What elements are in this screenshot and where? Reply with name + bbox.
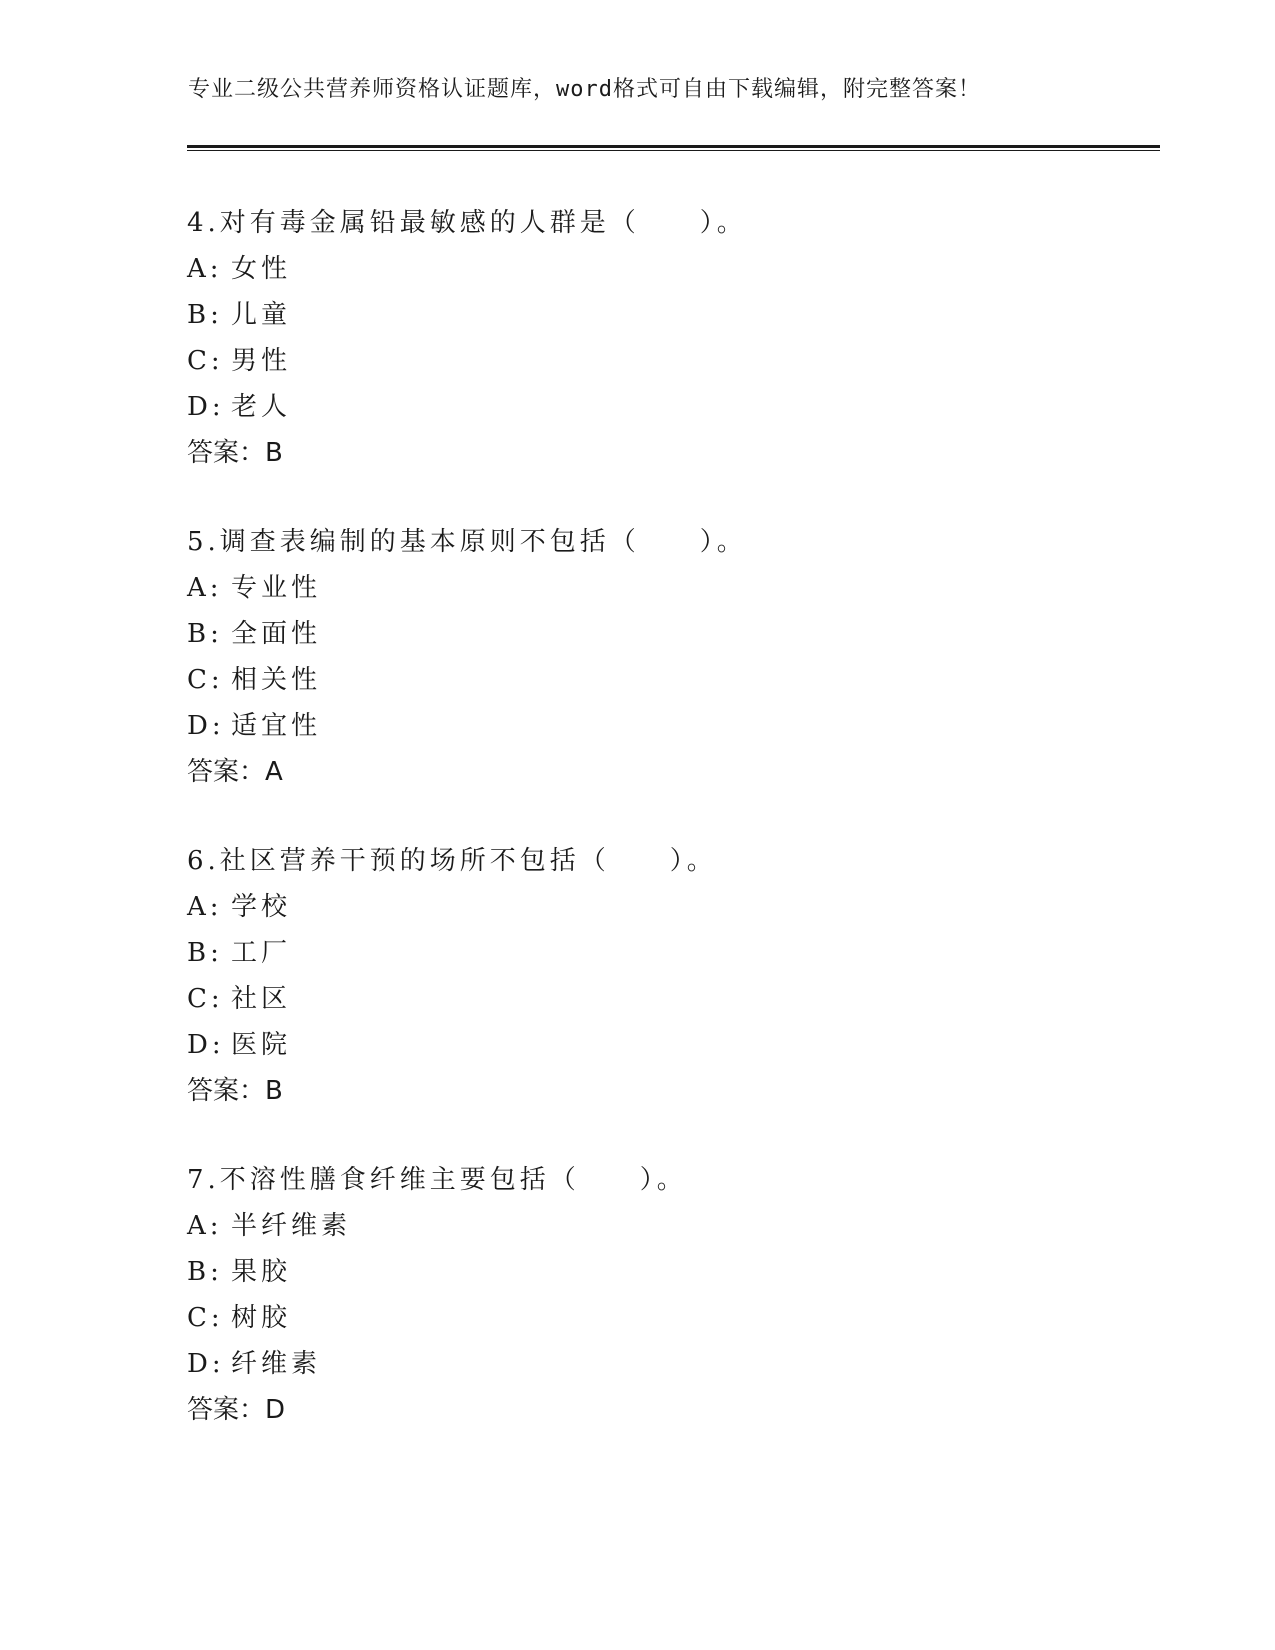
- option-text: 适宜性: [231, 711, 322, 741]
- question-stem: 6.社区营养干预的场所不包括（ ）。: [187, 846, 717, 876]
- answer-line: 答案：D: [187, 1395, 286, 1425]
- question-block: [187, 519, 747, 795]
- option-letter: B:: [187, 938, 223, 968]
- option-letter: D:: [187, 711, 225, 741]
- option-text: 专业性: [231, 573, 322, 603]
- option-a: [187, 565, 747, 611]
- option-c: [187, 657, 747, 703]
- option-letter: B:: [187, 1257, 223, 1287]
- answer-line: 答案：A: [187, 757, 283, 787]
- option-c: [187, 976, 717, 1022]
- option-letter: D:: [187, 1349, 225, 1379]
- option-letter: C:: [187, 665, 224, 695]
- option-letter: D:: [187, 1030, 225, 1060]
- option-text: 果胶: [231, 1257, 292, 1287]
- option-a: [187, 1203, 687, 1249]
- option-d: [187, 1022, 717, 1068]
- question-stem: 4.对有毒金属铅最敏感的人群是（ ）。: [187, 208, 747, 238]
- option-c: [187, 1295, 687, 1341]
- option-letter: B:: [187, 300, 223, 330]
- option-d: [187, 1341, 687, 1387]
- option-text: 树胶: [231, 1303, 292, 1333]
- page-header: 专业二级公共营养师资格认证题库，word格式可自由下载编辑，附完整答案！: [188, 77, 981, 102]
- question-block: [187, 1157, 687, 1433]
- option-letter: B:: [187, 619, 223, 649]
- option-b: [187, 1249, 687, 1295]
- option-text: 社区: [231, 984, 292, 1014]
- option-d: [187, 703, 747, 749]
- question-stem: 5.调查表编制的基本原则不包括（ ）。: [187, 527, 747, 557]
- answer-line: 答案：B: [187, 438, 283, 468]
- option-letter: A:: [187, 254, 223, 284]
- question-block: [187, 838, 717, 1114]
- option-letter: A:: [187, 1211, 223, 1241]
- option-text: 女性: [231, 254, 292, 284]
- option-text: 医院: [231, 1030, 292, 1060]
- option-text: 男性: [231, 346, 292, 376]
- question-stem: 7.不溶性膳食纤维主要包括（ ）。: [187, 1165, 687, 1195]
- option-text: 儿童: [231, 300, 292, 330]
- question-block: [187, 200, 747, 476]
- option-text: 老人: [231, 392, 292, 422]
- option-b: [187, 930, 717, 976]
- option-text: 半纤维素: [231, 1211, 352, 1241]
- option-letter: D:: [187, 392, 225, 422]
- option-text: 纤维素: [231, 1349, 322, 1379]
- option-d: [187, 384, 747, 430]
- option-letter: C:: [187, 984, 224, 1014]
- header-divider: [187, 145, 1160, 148]
- option-text: 工厂: [231, 938, 292, 968]
- option-letter: A:: [187, 892, 223, 922]
- option-b: [187, 292, 747, 338]
- option-letter: A:: [187, 573, 223, 603]
- option-a: [187, 884, 717, 930]
- header-divider-thin: [187, 150, 1160, 151]
- option-text: 学校: [231, 892, 292, 922]
- option-a: [187, 246, 747, 292]
- option-text: 全面性: [231, 619, 322, 649]
- option-c: [187, 338, 747, 384]
- option-b: [187, 611, 747, 657]
- answer-line: 答案：B: [187, 1076, 283, 1106]
- option-text: 相关性: [231, 665, 322, 695]
- option-letter: C:: [187, 1303, 224, 1333]
- option-letter: C:: [187, 346, 224, 376]
